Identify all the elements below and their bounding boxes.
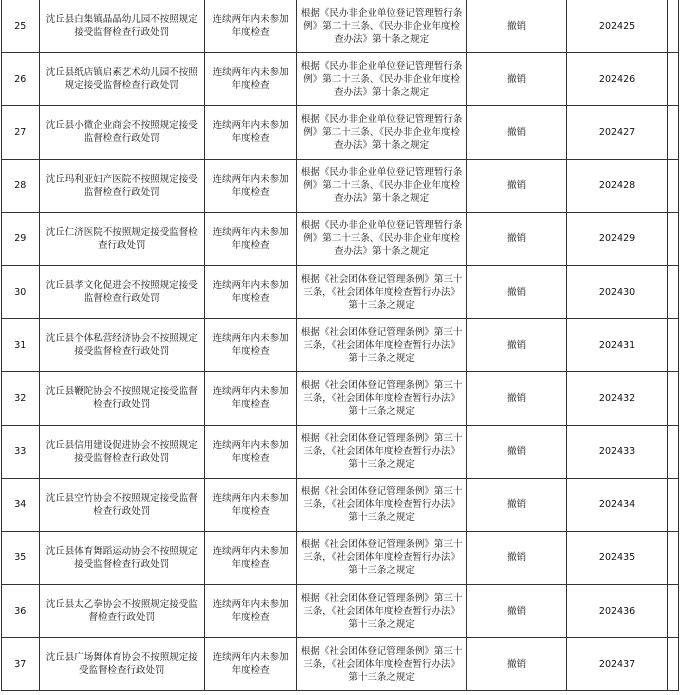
row-number: 25	[2, 0, 40, 53]
legal-basis: 根据《社会团体登记管理条例》第三十三条，《社会团体年度检查暂行办法》第十三条之规定	[297, 585, 467, 638]
legal-basis: 根据《社会团体登记管理条例》第三十三条，《社会团体年度检查暂行办法》第十三条之规定	[297, 265, 467, 318]
case-number: 202436	[567, 585, 667, 638]
blank-cell	[667, 478, 678, 531]
table-row	[2, 478, 679, 531]
blank-cell	[667, 265, 678, 318]
table-body	[2, 0, 679, 691]
penalty-action: 撤销	[466, 585, 566, 638]
legal-basis: 根据《社会团体登记管理条例》第三十三条，《社会团体年度检查暂行办法》第十三条之规定	[297, 531, 467, 584]
legal-basis: 根据《社会团体登记管理条例》第三十三条，《社会团体年度检查暂行办法》第十三条之规定	[297, 478, 467, 531]
organization-name: 沈丘县太乙拳协会不按照规定接受监督检查行政处罚	[39, 585, 204, 638]
penalty-action: 撤销	[466, 0, 566, 53]
legal-basis: 根据《民办非企业单位登记管理暂行条例》第二十三条、《民办非企业年度检查办法》第十条之规定	[297, 0, 467, 53]
table-row	[2, 212, 679, 265]
row-number: 34	[2, 478, 40, 531]
violation-reason: 连续两年内未参加年度检查	[204, 265, 296, 318]
row-number: 33	[2, 425, 40, 478]
row-number: 29	[2, 212, 40, 265]
penalty-action: 撤销	[466, 106, 566, 159]
table-row	[2, 425, 679, 478]
table-row	[2, 106, 679, 159]
case-number: 202427	[567, 106, 667, 159]
legal-basis: 根据《民办非企业单位登记管理暂行条例》第二十三条、《民办非企业年度检查办法》第十条之规定	[297, 106, 467, 159]
row-number: 27	[2, 106, 40, 159]
organization-name: 沈丘县体育舞蹈运动协会不按照规定接受监督检查行政处罚	[39, 531, 204, 584]
table-row	[2, 372, 679, 425]
blank-cell	[667, 372, 678, 425]
organization-name: 沈丘玛利亚妇产医院不按照规定接受监督检查行政处罚	[39, 159, 204, 212]
blank-cell	[667, 585, 678, 638]
legal-basis: 根据《民办非企业单位登记管理暂行条例》第二十三条、《民办非企业年度检查办法》第十条之规定	[297, 53, 467, 106]
penalty-action: 撤销	[466, 425, 566, 478]
case-number: 202432	[567, 372, 667, 425]
table-row	[2, 0, 679, 53]
row-number: 26	[2, 53, 40, 106]
penalty-action: 撤销	[466, 53, 566, 106]
row-number: 35	[2, 531, 40, 584]
case-number: 202430	[567, 265, 667, 318]
penalty-table	[1, 0, 679, 691]
violation-reason: 连续两年内未参加年度检查	[204, 638, 296, 691]
violation-reason: 连续两年内未参加年度检查	[204, 478, 296, 531]
row-number: 30	[2, 265, 40, 318]
organization-name: 沈丘县孝文化促进会不按照规定接受监督检查行政处罚	[39, 265, 204, 318]
row-number: 36	[2, 585, 40, 638]
case-number: 202433	[567, 425, 667, 478]
penalty-action: 撤销	[466, 638, 566, 691]
blank-cell	[667, 319, 678, 372]
violation-reason: 连续两年内未参加年度检查	[204, 159, 296, 212]
row-number: 28	[2, 159, 40, 212]
penalty-action: 撤销	[466, 265, 566, 318]
blank-cell	[667, 0, 678, 53]
case-number: 202429	[567, 212, 667, 265]
table-row	[2, 53, 679, 106]
violation-reason: 连续两年内未参加年度检查	[204, 0, 296, 53]
organization-name: 沈丘县纸店镇启素艺术幼儿园不按照规定接受监督检查行政处罚	[39, 53, 204, 106]
penalty-action: 撤销	[466, 531, 566, 584]
blank-cell	[667, 425, 678, 478]
penalty-action: 撤销	[466, 372, 566, 425]
organization-name: 沈丘县广场舞体育协会不按照规定接受监督检查行政处罚	[39, 638, 204, 691]
table-row	[2, 531, 679, 584]
case-number: 202426	[567, 53, 667, 106]
legal-basis: 根据《民办非企业单位登记管理暂行条例》第二十三条、《民办非企业年度检查办法》第十条之规定	[297, 212, 467, 265]
organization-name: 沈丘县小微企业商会不按照规定接受监督检查行政处罚	[39, 106, 204, 159]
table-row	[2, 638, 679, 691]
legal-basis: 根据《社会团体登记管理条例》第三十三条，《社会团体年度检查暂行办法》第十三条之规定	[297, 638, 467, 691]
violation-reason: 连续两年内未参加年度检查	[204, 585, 296, 638]
organization-name: 沈丘县信用建设促进协会不按照规定接受监督检查行政处罚	[39, 425, 204, 478]
violation-reason: 连续两年内未参加年度检查	[204, 319, 296, 372]
case-number: 202428	[567, 159, 667, 212]
violation-reason: 连续两年内未参加年度检查	[204, 53, 296, 106]
penalty-action: 撤销	[466, 319, 566, 372]
row-number: 37	[2, 638, 40, 691]
legal-basis: 根据《社会团体登记管理条例》第三十三条，《社会团体年度检查暂行办法》第十三条之规定	[297, 372, 467, 425]
organization-name: 沈丘仁济医院不按照规定接受监督检查行政处罚	[39, 212, 204, 265]
case-number: 202435	[567, 531, 667, 584]
organization-name: 沈丘县鞭陀协会不按照规定接受监督检查行政处罚	[39, 372, 204, 425]
blank-cell	[667, 53, 678, 106]
table-row	[2, 319, 679, 372]
violation-reason: 连续两年内未参加年度检查	[204, 212, 296, 265]
case-number: 202425	[567, 0, 667, 53]
organization-name: 沈丘县个体私营经济协会不按照规定接受监督检查行政处罚	[39, 319, 204, 372]
case-number: 202431	[567, 319, 667, 372]
organization-name: 沈丘县白集镇晶晶幼儿园不按照规定接受监督检查行政处罚	[39, 0, 204, 53]
blank-cell	[667, 638, 678, 691]
row-number: 31	[2, 319, 40, 372]
penalty-action: 撤销	[466, 478, 566, 531]
penalty-action: 撤销	[466, 159, 566, 212]
case-number: 202434	[567, 478, 667, 531]
violation-reason: 连续两年内未参加年度检查	[204, 106, 296, 159]
blank-cell	[667, 531, 678, 584]
case-number: 202437	[567, 638, 667, 691]
legal-basis: 根据《社会团体登记管理条例》第三十三条，《社会团体年度检查暂行办法》第十三条之规定	[297, 425, 467, 478]
blank-cell	[667, 106, 678, 159]
blank-cell	[667, 212, 678, 265]
table-row	[2, 265, 679, 318]
table-row	[2, 585, 679, 638]
row-number: 32	[2, 372, 40, 425]
violation-reason: 连续两年内未参加年度检查	[204, 531, 296, 584]
table-row	[2, 159, 679, 212]
legal-basis: 根据《社会团体登记管理条例》第三十三条，《社会团体年度检查暂行办法》第十三条之规定	[297, 319, 467, 372]
blank-cell	[667, 159, 678, 212]
organization-name: 沈丘县空竹协会不按照规定接受监督检查行政处罚	[39, 478, 204, 531]
legal-basis: 根据《民办非企业单位登记管理暂行条例》第二十三条、《民办非企业年度检查办法》第十条之规定	[297, 159, 467, 212]
penalty-action: 撤销	[466, 212, 566, 265]
violation-reason: 连续两年内未参加年度检查	[204, 372, 296, 425]
violation-reason: 连续两年内未参加年度检查	[204, 425, 296, 478]
